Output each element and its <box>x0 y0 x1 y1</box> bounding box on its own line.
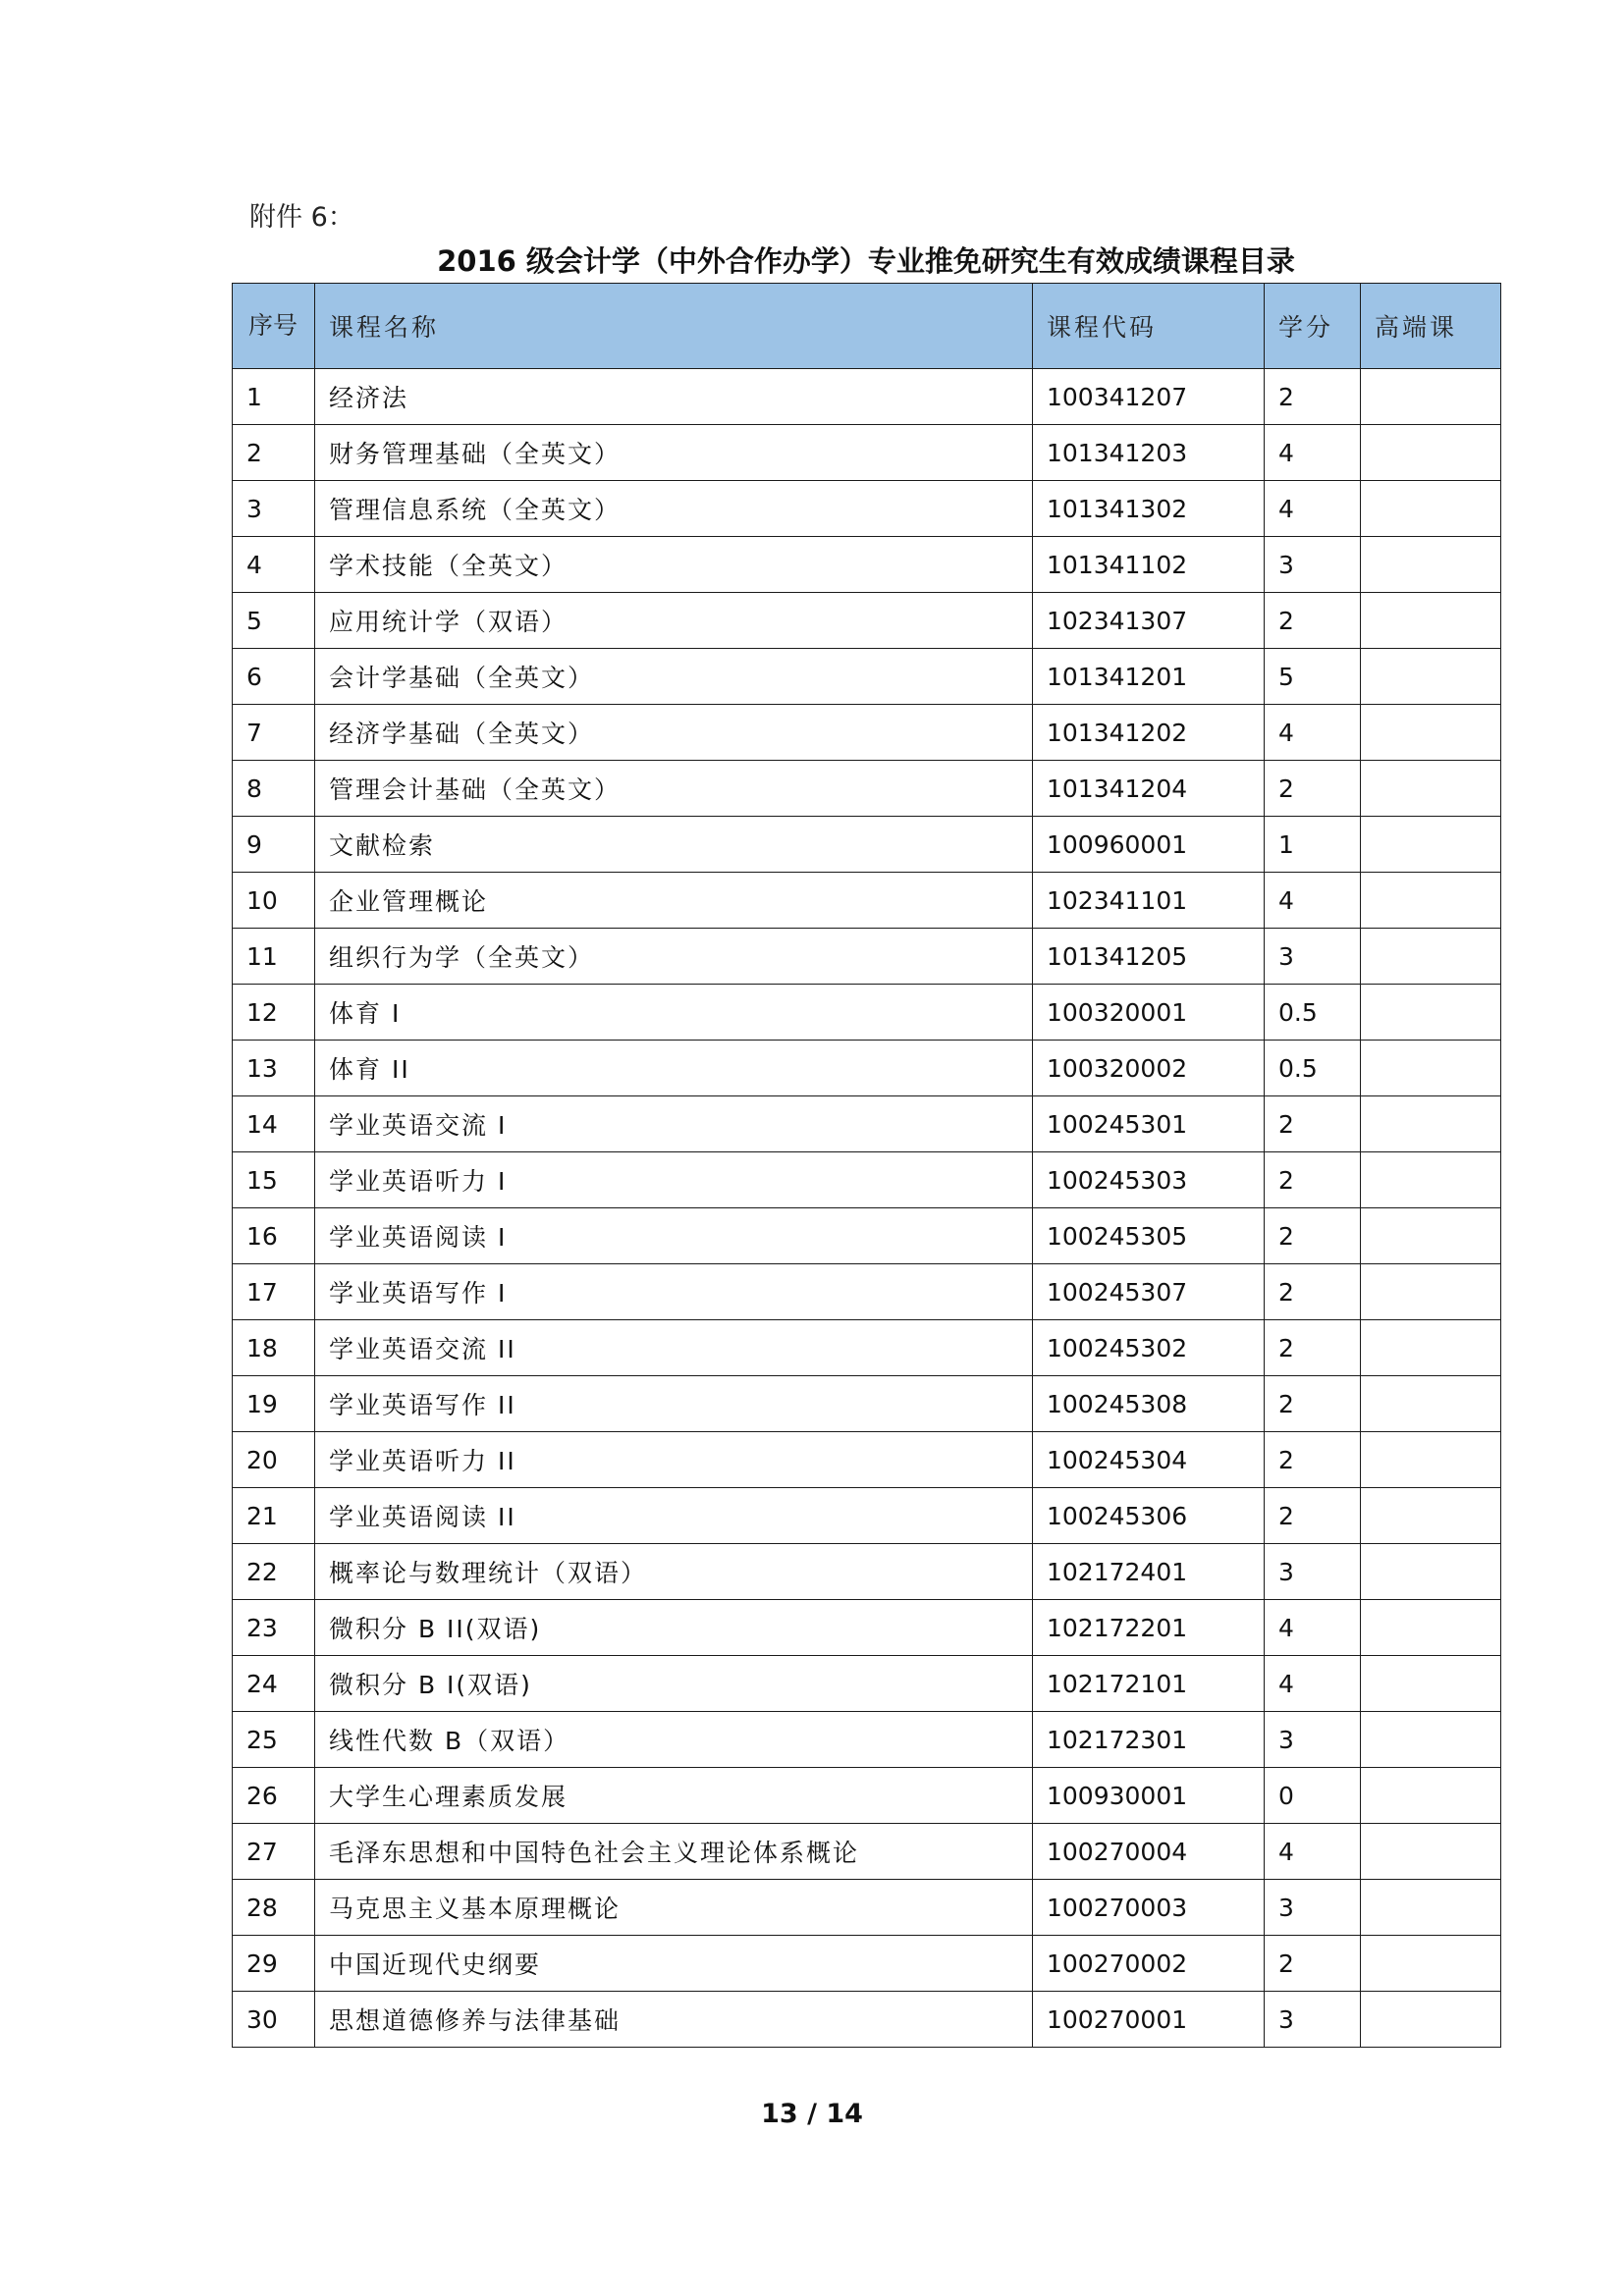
attachment-label: 附件 6： <box>249 202 354 233</box>
course-code: 102172201 <box>1033 1600 1265 1656</box>
table-row <box>233 1488 1501 1544</box>
row-number: 18 <box>233 1320 315 1376</box>
course-credit: 4 <box>1265 481 1361 537</box>
table-row <box>233 1600 1501 1656</box>
high-end-mark <box>1361 1320 1501 1376</box>
row-number: 3 <box>233 481 315 537</box>
course-credit: 0.5 <box>1265 985 1361 1041</box>
course-code: 101341302 <box>1033 481 1265 537</box>
course-code: 102172101 <box>1033 1656 1265 1712</box>
course-credit: 2 <box>1265 1096 1361 1152</box>
course-code: 100245305 <box>1033 1208 1265 1264</box>
course-code: 101341201 <box>1033 649 1265 705</box>
table-row <box>233 1152 1501 1208</box>
course-code: 101341102 <box>1033 537 1265 593</box>
high-end-mark <box>1361 873 1501 929</box>
course-code: 100245306 <box>1033 1488 1265 1544</box>
row-number: 9 <box>233 817 315 873</box>
course-name: 微积分 B II(双语) <box>315 1600 1033 1656</box>
row-number: 16 <box>233 1208 315 1264</box>
course-credit: 0.5 <box>1265 1041 1361 1096</box>
high-end-mark <box>1361 1376 1501 1432</box>
course-code: 100245302 <box>1033 1320 1265 1376</box>
course-name: 文献检索 <box>315 817 1033 873</box>
course-code: 100245304 <box>1033 1432 1265 1488</box>
course-name: 企业管理概论 <box>315 873 1033 929</box>
course-credit: 4 <box>1265 425 1361 481</box>
high-end-mark <box>1361 1992 1501 2048</box>
row-number: 4 <box>233 537 315 593</box>
page-number: 13 / 14 <box>761 2099 863 2129</box>
high-end-mark <box>1361 1488 1501 1544</box>
row-number: 8 <box>233 761 315 817</box>
row-number: 30 <box>233 1992 315 2048</box>
high-end-mark <box>1361 425 1501 481</box>
high-end-mark <box>1361 705 1501 761</box>
high-end-mark <box>1361 985 1501 1041</box>
table-row <box>233 1320 1501 1376</box>
course-name: 学业英语交流 I <box>315 1096 1033 1152</box>
header-course-code: 课程代码 <box>1033 284 1265 369</box>
table-header-row <box>233 284 1501 369</box>
table-row <box>233 1768 1501 1824</box>
course-credit: 3 <box>1265 1712 1361 1768</box>
course-credit: 2 <box>1265 1320 1361 1376</box>
course-credit: 3 <box>1265 1992 1361 2048</box>
course-code: 101341204 <box>1033 761 1265 817</box>
course-code: 100341207 <box>1033 369 1265 425</box>
course-name: 体育 II <box>315 1041 1033 1096</box>
row-number: 19 <box>233 1376 315 1432</box>
table-row <box>233 1936 1501 1992</box>
course-credit: 2 <box>1265 761 1361 817</box>
row-number: 10 <box>233 873 315 929</box>
course-name: 学业英语写作 I <box>315 1264 1033 1320</box>
row-number: 17 <box>233 1264 315 1320</box>
header-credit: 学分 <box>1265 284 1361 369</box>
course-credit: 1 <box>1265 817 1361 873</box>
table-row <box>233 369 1501 425</box>
table-row <box>233 1096 1501 1152</box>
course-name: 大学生心理素质发展 <box>315 1768 1033 1824</box>
table-row <box>233 1712 1501 1768</box>
table-row <box>233 1376 1501 1432</box>
document-title: 2016 级会计学（中外合作办学）专业推免研究生有效成绩课程目录 <box>437 244 1295 278</box>
course-code: 102341307 <box>1033 593 1265 649</box>
course-credit: 4 <box>1265 1656 1361 1712</box>
high-end-mark <box>1361 593 1501 649</box>
row-number: 14 <box>233 1096 315 1152</box>
course-code: 101341202 <box>1033 705 1265 761</box>
course-credit: 4 <box>1265 705 1361 761</box>
course-credit: 2 <box>1265 1376 1361 1432</box>
row-number: 12 <box>233 985 315 1041</box>
high-end-mark <box>1361 1600 1501 1656</box>
high-end-mark <box>1361 649 1501 705</box>
table-row <box>233 705 1501 761</box>
high-end-mark <box>1361 1041 1501 1096</box>
course-code: 101341205 <box>1033 929 1265 985</box>
table-row <box>233 1656 1501 1712</box>
high-end-mark <box>1361 1880 1501 1936</box>
high-end-mark <box>1361 1208 1501 1264</box>
row-number: 26 <box>233 1768 315 1824</box>
table-row <box>233 817 1501 873</box>
course-code: 100270004 <box>1033 1824 1265 1880</box>
row-number: 6 <box>233 649 315 705</box>
course-credit: 3 <box>1265 537 1361 593</box>
row-number: 5 <box>233 593 315 649</box>
table-row <box>233 1992 1501 2048</box>
row-number: 25 <box>233 1712 315 1768</box>
table-row <box>233 1824 1501 1880</box>
course-credit: 2 <box>1265 1488 1361 1544</box>
high-end-mark <box>1361 1936 1501 1992</box>
high-end-mark <box>1361 817 1501 873</box>
course-code: 100245307 <box>1033 1264 1265 1320</box>
course-code: 100270003 <box>1033 1880 1265 1936</box>
course-code: 101341203 <box>1033 425 1265 481</box>
high-end-mark <box>1361 929 1501 985</box>
course-code: 100930001 <box>1033 1768 1265 1824</box>
course-code: 100245303 <box>1033 1152 1265 1208</box>
table-row <box>233 761 1501 817</box>
course-name: 管理信息系统（全英文） <box>315 481 1033 537</box>
course-name: 思想道德修养与法律基础 <box>315 1992 1033 2048</box>
course-name: 组织行为学（全英文） <box>315 929 1033 985</box>
high-end-mark <box>1361 1544 1501 1600</box>
course-credit: 2 <box>1265 369 1361 425</box>
row-number: 2 <box>233 425 315 481</box>
course-credit: 3 <box>1265 1880 1361 1936</box>
course-credit: 2 <box>1265 593 1361 649</box>
course-code: 100245301 <box>1033 1096 1265 1152</box>
row-number: 21 <box>233 1488 315 1544</box>
row-number: 7 <box>233 705 315 761</box>
row-number: 28 <box>233 1880 315 1936</box>
course-name: 马克思主义基本原理概论 <box>315 1880 1033 1936</box>
table-row <box>233 481 1501 537</box>
course-credit: 5 <box>1265 649 1361 705</box>
high-end-mark <box>1361 761 1501 817</box>
header-no: 序号 <box>233 284 315 369</box>
course-name: 体育 I <box>315 985 1033 1041</box>
high-end-mark <box>1361 1264 1501 1320</box>
header-high-end: 高端课 <box>1361 284 1501 369</box>
course-code: 100320001 <box>1033 985 1265 1041</box>
course-name: 学业英语交流 II <box>315 1320 1033 1376</box>
course-name: 学业英语听力 II <box>315 1432 1033 1488</box>
course-code: 102341101 <box>1033 873 1265 929</box>
table-row <box>233 985 1501 1041</box>
high-end-mark <box>1361 1768 1501 1824</box>
high-end-mark <box>1361 1432 1501 1488</box>
table-row <box>233 425 1501 481</box>
course-name: 学业英语阅读 II <box>315 1488 1033 1544</box>
course-code: 102172301 <box>1033 1712 1265 1768</box>
course-name: 学业英语阅读 I <box>315 1208 1033 1264</box>
high-end-mark <box>1361 537 1501 593</box>
high-end-mark <box>1361 1656 1501 1712</box>
row-number: 29 <box>233 1936 315 1992</box>
row-number: 20 <box>233 1432 315 1488</box>
course-credit: 3 <box>1265 929 1361 985</box>
course-code: 100320002 <box>1033 1041 1265 1096</box>
course-credit: 4 <box>1265 873 1361 929</box>
row-number: 27 <box>233 1824 315 1880</box>
course-code: 100245308 <box>1033 1376 1265 1432</box>
course-name: 概率论与数理统计（双语） <box>315 1544 1033 1600</box>
course-name: 学业英语写作 II <box>315 1376 1033 1432</box>
course-name: 学业英语听力 I <box>315 1152 1033 1208</box>
table-row <box>233 1208 1501 1264</box>
table-row <box>233 537 1501 593</box>
course-name: 经济学基础（全英文） <box>315 705 1033 761</box>
row-number: 13 <box>233 1041 315 1096</box>
course-name: 会计学基础（全英文） <box>315 649 1033 705</box>
high-end-mark <box>1361 1712 1501 1768</box>
table-row <box>233 1880 1501 1936</box>
course-credit: 4 <box>1265 1600 1361 1656</box>
row-number: 22 <box>233 1544 315 1600</box>
row-number: 24 <box>233 1656 315 1712</box>
course-credit: 2 <box>1265 1208 1361 1264</box>
course-code: 100270002 <box>1033 1936 1265 1992</box>
row-number: 1 <box>233 369 315 425</box>
course-credit: 0 <box>1265 1768 1361 1824</box>
row-number: 11 <box>233 929 315 985</box>
course-credit: 4 <box>1265 1824 1361 1880</box>
table-body <box>233 369 1501 2048</box>
course-code: 100960001 <box>1033 817 1265 873</box>
course-name: 管理会计基础（全英文） <box>315 761 1033 817</box>
row-number: 23 <box>233 1600 315 1656</box>
course-table <box>232 283 1501 2048</box>
high-end-mark <box>1361 1152 1501 1208</box>
course-name: 微积分 B I(双语) <box>315 1656 1033 1712</box>
course-name: 中国近现代史纲要 <box>315 1936 1033 1992</box>
course-code: 102172401 <box>1033 1544 1265 1600</box>
header-course-name: 课程名称 <box>315 284 1033 369</box>
course-code: 100270001 <box>1033 1992 1265 2048</box>
table-row <box>233 1432 1501 1488</box>
table-row <box>233 649 1501 705</box>
course-credit: 2 <box>1265 1264 1361 1320</box>
table-row <box>233 1264 1501 1320</box>
table-row <box>233 873 1501 929</box>
course-credit: 2 <box>1265 1432 1361 1488</box>
course-credit: 2 <box>1265 1152 1361 1208</box>
course-name: 经济法 <box>315 369 1033 425</box>
course-name: 应用统计学（双语） <box>315 593 1033 649</box>
course-name: 线性代数 B（双语） <box>315 1712 1033 1768</box>
course-name: 毛泽东思想和中国特色社会主义理论体系概论 <box>315 1824 1033 1880</box>
table-row <box>233 1544 1501 1600</box>
course-credit: 2 <box>1265 1936 1361 1992</box>
high-end-mark <box>1361 1824 1501 1880</box>
high-end-mark <box>1361 1096 1501 1152</box>
high-end-mark <box>1361 481 1501 537</box>
row-number: 15 <box>233 1152 315 1208</box>
course-credit: 3 <box>1265 1544 1361 1600</box>
table-row <box>233 1041 1501 1096</box>
table-row <box>233 929 1501 985</box>
course-name: 财务管理基础（全英文） <box>315 425 1033 481</box>
course-name: 学术技能（全英文） <box>315 537 1033 593</box>
high-end-mark <box>1361 369 1501 425</box>
table-row <box>233 593 1501 649</box>
